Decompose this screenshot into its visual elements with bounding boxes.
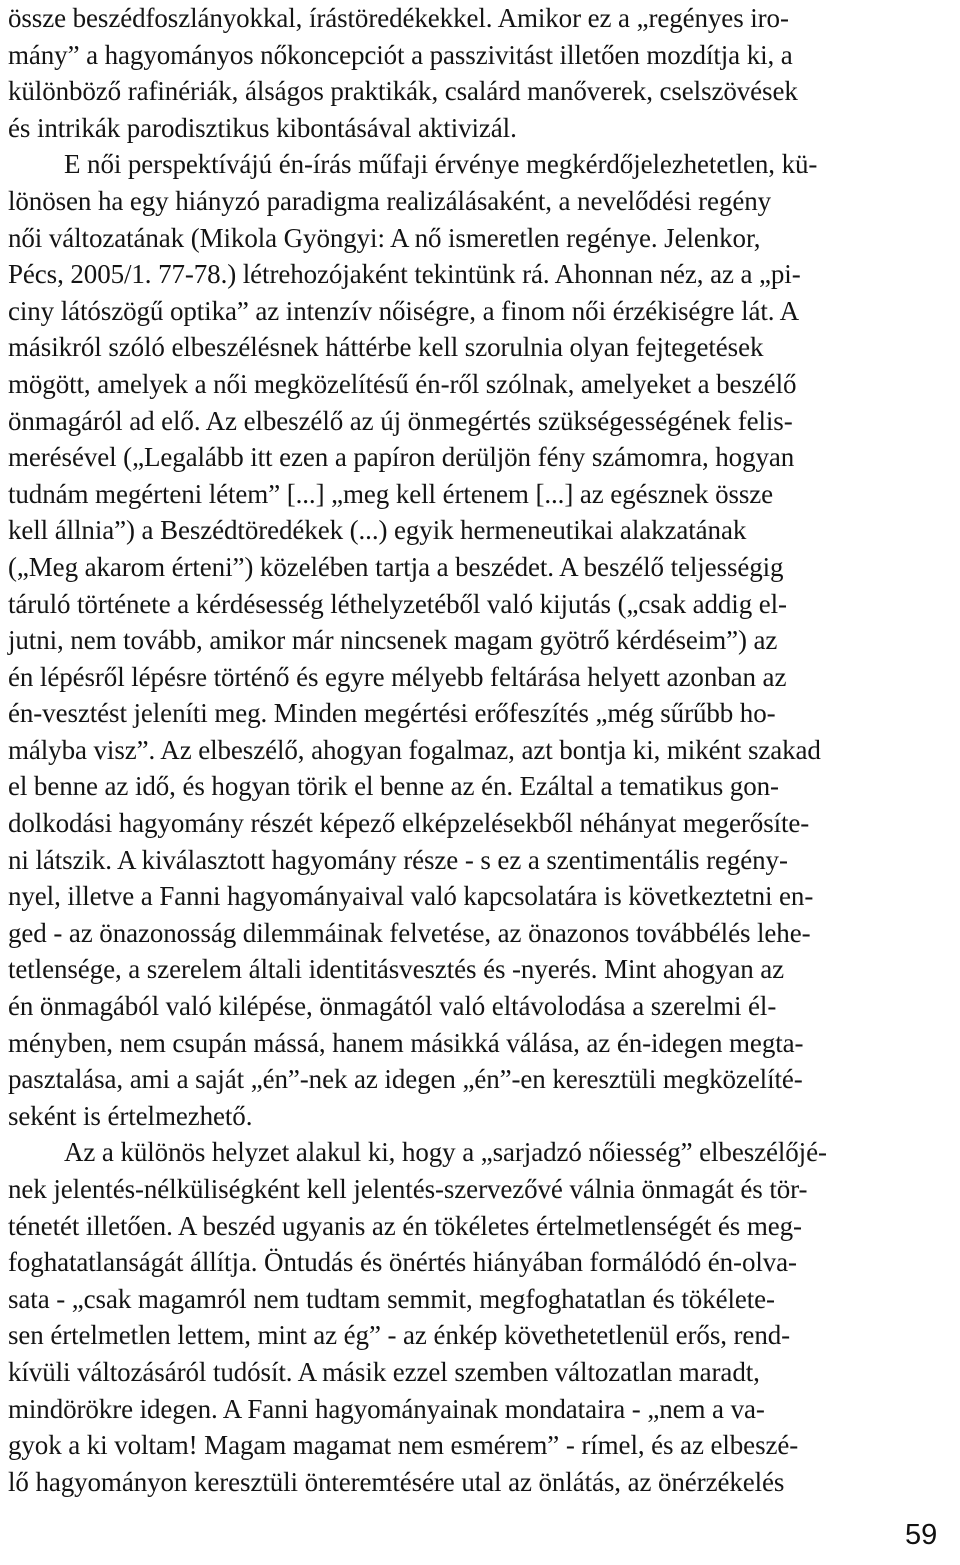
text-line: kell állnia”) a Beszédtöredékek (...) egyik hermeneutikai alakzatának: [8, 515, 747, 546]
text-line: pasztalása, ami a saját „én”-nek az idegen „én”-en keresztüli megközelíté-: [8, 1064, 803, 1095]
text-line: különböző rafinériák, álságos praktikák, csalárd manőverek, cselszövések: [8, 76, 798, 107]
text-line: másikról szóló elbeszélésnek háttérbe kell szorulnia olyan fejtegetések: [8, 332, 764, 363]
text-line: női változatának (Mikola Gyöngyi: A nő ismeretlen regénye. Jelenkor,: [8, 222, 761, 253]
text-line: Pécs, 2005/1. 77-78.) létrehozójaként tekintünk rá. Ahonnan néz, az a „pi-: [8, 259, 801, 290]
text-line: merésével („Legalább itt ezen a papíron derüljön fény számomra, hogyan: [8, 442, 795, 473]
paragraph-first-line: E női perspektívájú én-írás műfaji érvénye megkérdőjelezhetetlen, kü-: [64, 149, 818, 180]
text-line: sen értelmetlen lettem, mint az ég” - az énkép követhetetlenül erős, rend-: [8, 1320, 791, 1351]
text-line: ténetét illetően. A beszéd ugyanis az én tökéletes értelmetlenségét és meg-: [8, 1210, 802, 1241]
text-line: foghatatlanságát állítja. Öntudás és önértés hiányában formálódó én-olva-: [8, 1247, 797, 1278]
text-line: tetlensége, a szerelem általi identitásvesztés és -nyerés. Mint ahogyan az: [8, 954, 785, 985]
text-line: [8, 1500, 882, 1537]
page-number: 59: [905, 1519, 938, 1551]
text-line: mályba visz”. Az elbeszélő, ahogyan fogalmaz, azt bontja ki, miként szakad: [8, 734, 821, 765]
text-line: lönösen ha egy hiányzó paradigma realizálásaként, a nevelődési regény: [8, 185, 772, 216]
body-text: [8, 0, 882, 1537]
text-line: tudnám megérteni létem” [...] „meg kell értenem [...] az egésznek össze: [8, 478, 774, 509]
text-line: dolkodási hagyomány részét képező elképzelésekből néhányat megerősíte-: [8, 808, 810, 839]
text-line: sata - „csak magamról nem tudtam semmit, megfoghatatlan és tökélete-: [8, 1283, 775, 1314]
text-line: ményben, nem csupán mássá, hanem másikká válása, az én-idegen megta-: [8, 1027, 804, 1058]
text-line: ciny látószögű optika” az intenzív nőiségre, a finom női érzékiségre lát. A: [8, 295, 799, 326]
text-line: mögött, amelyek a női megközelítésű én-ről szólnak, amelyeket a beszélő: [8, 368, 797, 399]
text-line: jutni, nem tovább, amikor már nincsenek magam gyötrő kérdéseim”) az: [8, 625, 778, 656]
text-line: nyel, illetve a Fanni hagyományaival való kapcsolatára is következtetni en-: [8, 881, 814, 912]
text-line: önmagáról ad elő. Az elbeszélő az új önmegértés szükségességének felis-: [8, 405, 793, 436]
text-line: („Meg akarom érteni”) közelében tartja a beszédet. A beszélő teljességig: [8, 551, 784, 582]
text-line: seként is értelmezhető.: [8, 1100, 253, 1131]
text-line: ged - az önazonosság dilemmáinak felvetése, az önazonos továbbélés lehe-: [8, 917, 811, 948]
text-line: össze beszédfoszlányokkal, írástöredékekkel. Amikor ez a „regényes iro-: [8, 3, 789, 33]
text-line: mány” a hagyományos nőkoncepciót a passzivitást illetően mozdítja ki, a: [8, 39, 793, 70]
paragraph-first-line: Az a különös helyzet alakul ki, hogy a „sarjadzó nőiesség” elbeszélőjé-: [64, 1137, 827, 1168]
text-line: nek jelentés-nélküliségként kell jelentés-szervezővé válnia önmagát és tör-: [8, 1174, 808, 1204]
text-line: mindörökre idegen. A Fanni hagyományainak mondataira - „nem a va-: [8, 1393, 765, 1424]
text-line: lő hagyományon keresztüli önteremtésére utal az önlátás, az önérzékelés: [8, 1466, 785, 1497]
text-line: és intrikák parodisztikus kibontásával aktivizál.: [8, 112, 517, 143]
text-line: gyok a ki voltam! Magam magamat nem esmérem” - rímel, és az elbeszé-: [8, 1430, 799, 1461]
text-line: el benne az idő, és hogyan törik el benne az én. Ezáltal a tematikus gon-: [8, 771, 779, 802]
text-line: én lépésről lépésre történő és egyre mélyebb feltárása helyett azonban az: [8, 661, 787, 692]
text-line: kívüli változásáról tudósít. A másik ezzel szemben változatlan maradt,: [8, 1356, 760, 1387]
text-line: ni látszik. A kiválasztott hagyomány része - s ez a szentimentális regény-: [8, 844, 788, 875]
text-line: én-vesztést jeleníti meg. Minden megértési erőfeszítés „még sűrűbb ho-: [8, 698, 776, 729]
text-line: táruló története a kérdésesség léthelyzetéből való kijutás („csak addig el-: [8, 588, 787, 619]
text-line: én önmagából való kilépése, önmagától való eltávolodása a szerelmi él-: [8, 991, 777, 1022]
